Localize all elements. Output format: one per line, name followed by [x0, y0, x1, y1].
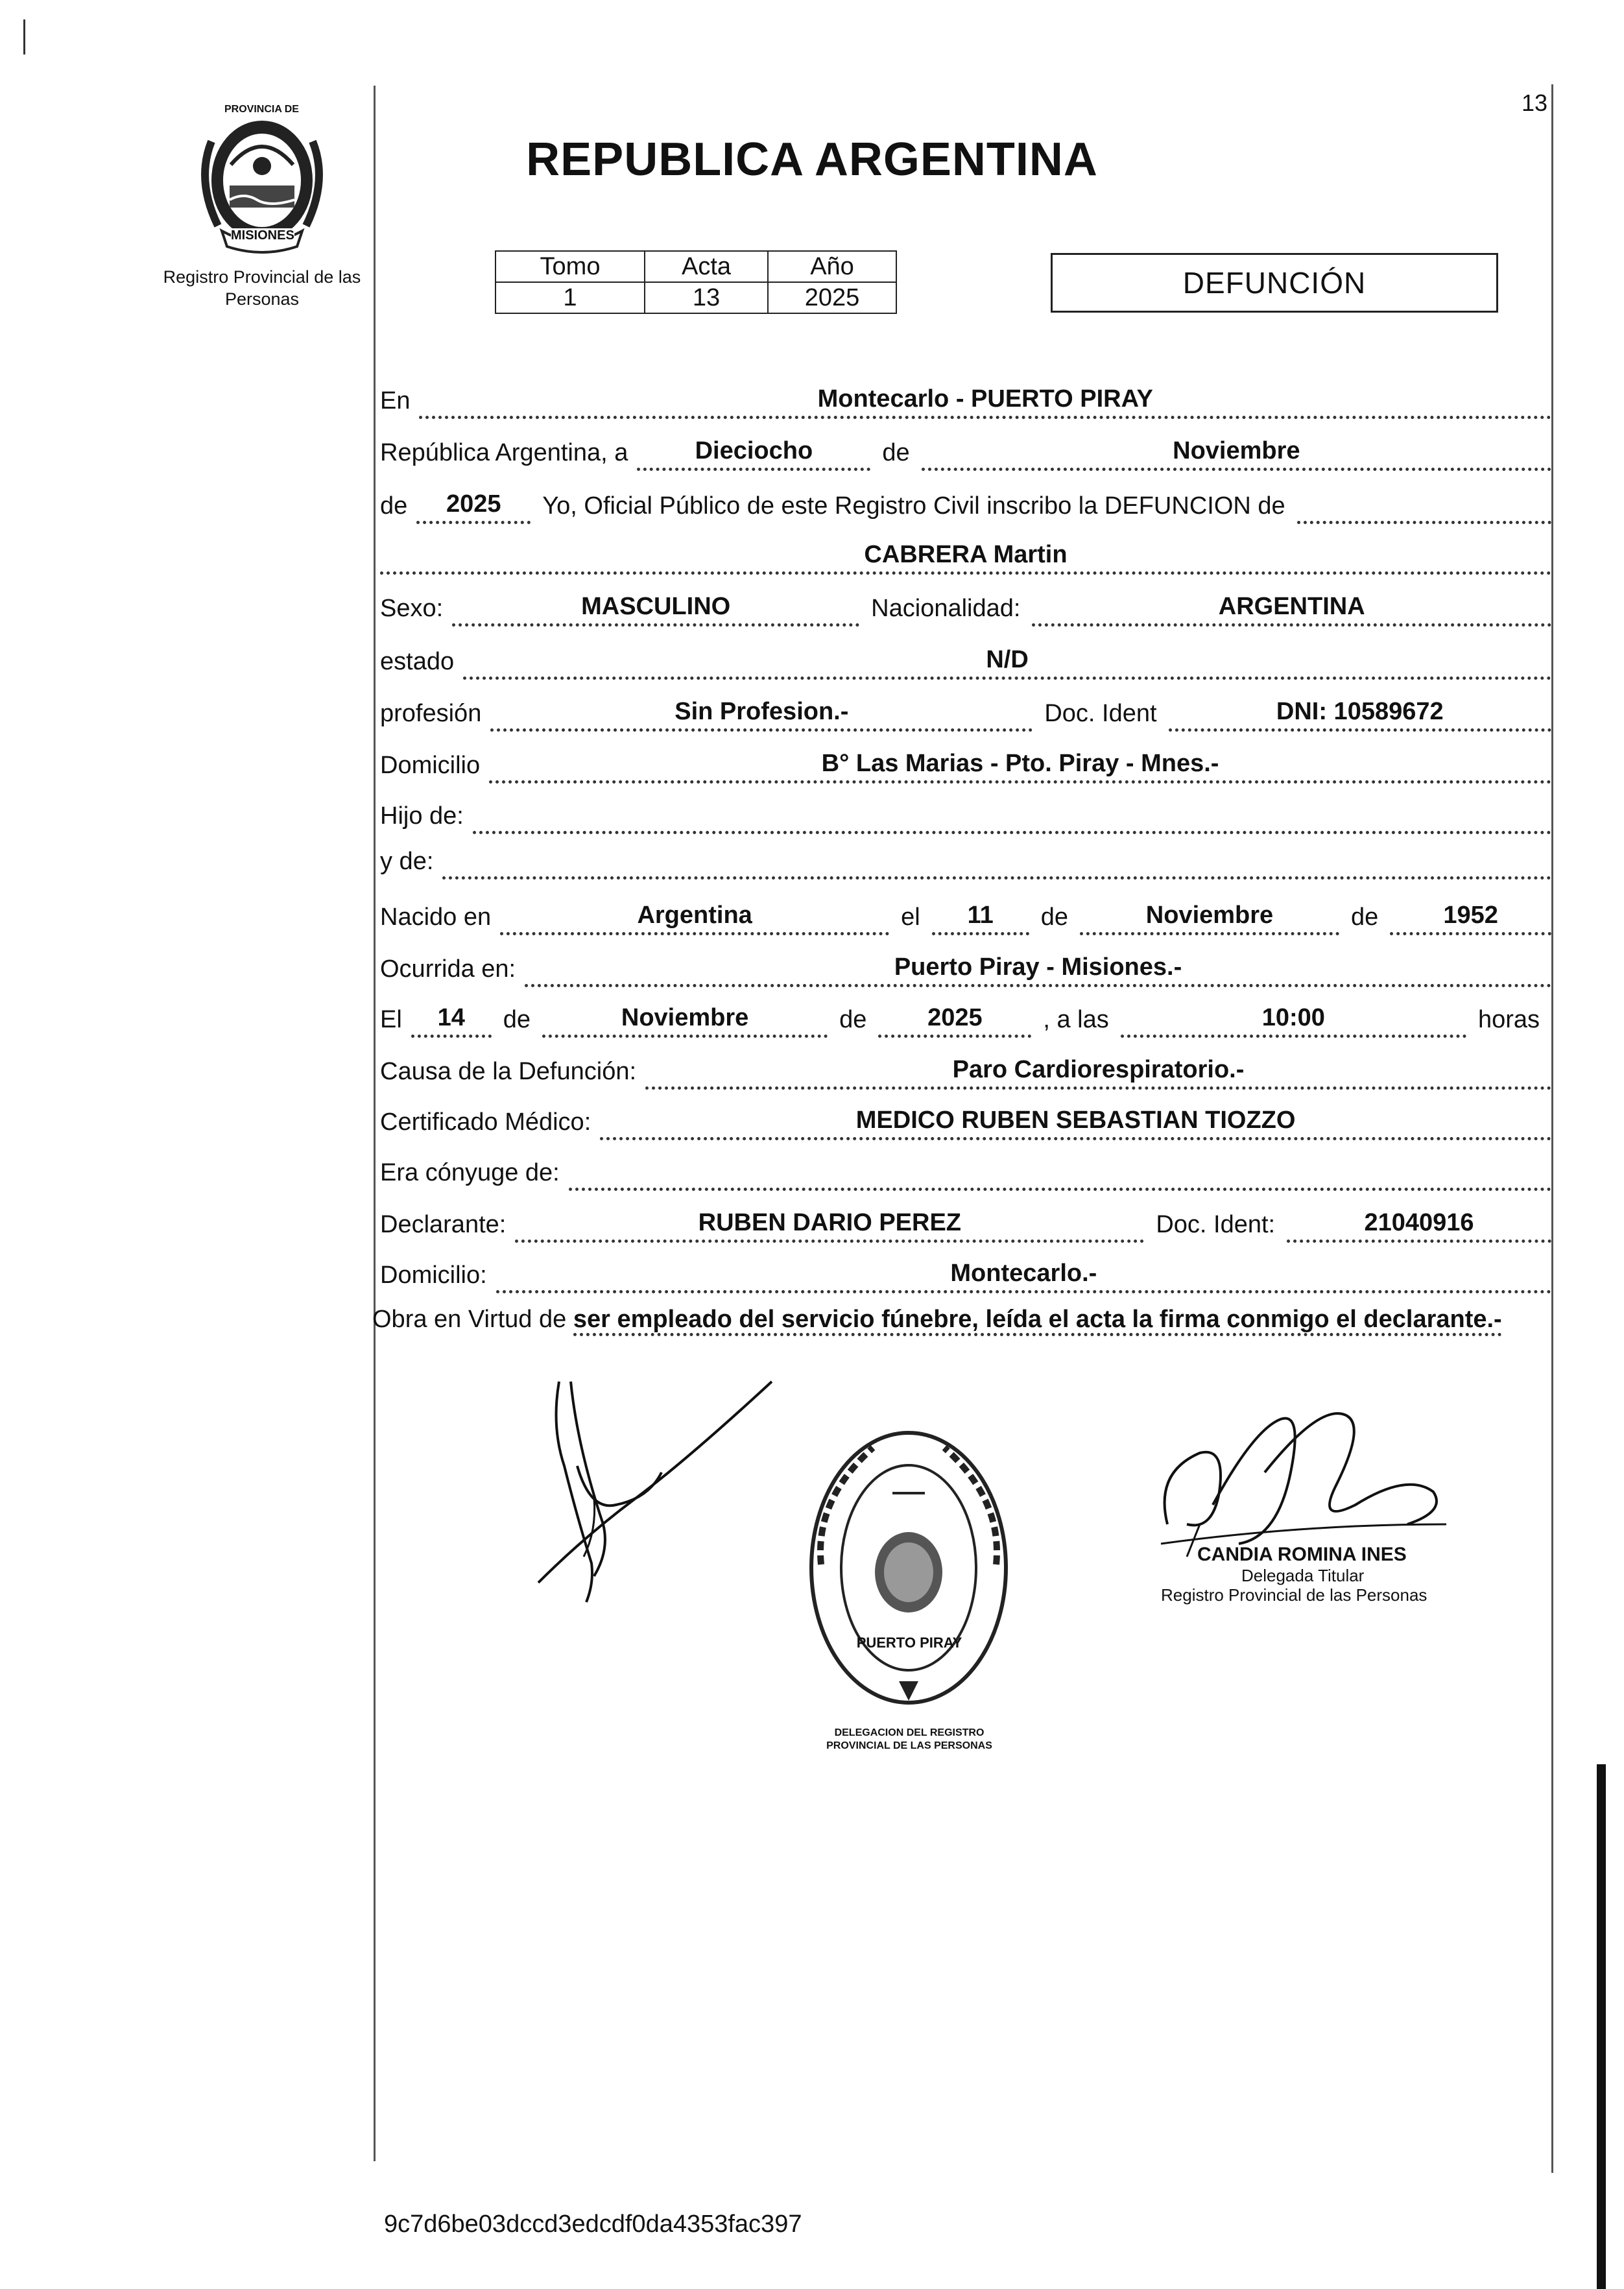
spouse-value	[569, 1152, 1551, 1191]
stamp-ring-text: DELEGACION DEL REGISTRO PROVINCIAL DE LAS PERSONAS	[826, 1727, 992, 1751]
tomo-value: 1	[496, 282, 645, 313]
label-nacionalidad: Nacionalidad:	[871, 595, 1021, 622]
oficial-trailing-field	[1297, 485, 1551, 524]
reason-value: ser empleado del servicio fúnebre, leída el acta la firma conmigo el declarante.-	[573, 1306, 1502, 1336]
label-El: El	[380, 1006, 402, 1033]
label-y-de: y de:	[380, 848, 434, 875]
delegation-stamp-icon	[802, 1422, 1016, 1727]
row-civil-status	[380, 638, 1551, 680]
footer-hash: 9c7d6be03dccd3edcdf0da4353fac397	[384, 2211, 802, 2238]
day-value: Dieciocho	[637, 432, 870, 471]
label-republica: República Argentina, a	[380, 439, 628, 466]
registry-value-row	[496, 282, 896, 313]
birth-month-value: Noviembre	[1080, 896, 1339, 935]
address-value: B° Las Marias - Pto. Piray - Mnes.-	[489, 745, 1551, 784]
document-type-box: DEFUNCIÓN	[1051, 253, 1498, 313]
label-el: el	[901, 904, 920, 931]
label-death-de1: de	[503, 1006, 531, 1033]
row-spouse	[380, 1149, 1551, 1191]
col-anio: Año	[768, 251, 896, 282]
row-declarant	[380, 1201, 1551, 1243]
death-time-value: 10:00	[1121, 999, 1466, 1038]
civil-status-value: N/D	[463, 641, 1551, 680]
registry-header-row	[496, 251, 896, 282]
stamp-center-text: PUERTO PIRAY	[856, 1635, 962, 1651]
label-hijo-de: Hijo de:	[380, 802, 464, 830]
birth-day-value: 11	[932, 896, 1029, 935]
row-year	[380, 483, 1551, 524]
row-place	[380, 378, 1551, 419]
row-father	[380, 793, 1551, 834]
label-conyuge: Era cónyuge de:	[380, 1159, 560, 1186]
col-tomo: Tomo	[496, 251, 645, 282]
official-role: Delegada Titular	[1241, 1566, 1365, 1585]
label-sexo: Sexo:	[380, 595, 444, 622]
label-profesion: profesión	[380, 700, 482, 727]
declarant-address-value: Montecarlo.-	[496, 1254, 1551, 1293]
left-margin-rule	[374, 86, 376, 2161]
declarant-signature-icon	[532, 1369, 791, 1615]
label-obra: Obra en Virtud de	[372, 1306, 567, 1333]
label-estado: estado	[380, 648, 455, 675]
birth-place-value: Argentina	[500, 896, 889, 935]
label-nacido-en: Nacido en	[380, 904, 492, 931]
row-address	[380, 742, 1551, 784]
mother-value	[442, 841, 1551, 880]
label-ocurrida-en: Ocurrida en:	[380, 955, 516, 983]
year-value: 2025	[416, 485, 531, 524]
cause-value: Paro Cardiorespiratorio.-	[645, 1051, 1551, 1090]
place-value: Montecarlo - PUERTO PIRAY	[419, 380, 1551, 419]
row-profession	[380, 690, 1551, 732]
anio-value: 2025	[768, 282, 896, 313]
birth-year-value: 1952	[1390, 896, 1551, 935]
crest-caption-bottom: MISIONES	[231, 228, 294, 243]
row-sex-nationality	[380, 585, 1551, 627]
col-acta: Acta	[645, 251, 768, 282]
label-domicilio: Domicilio	[380, 752, 481, 779]
death-month-value: Noviembre	[542, 999, 828, 1038]
official-signature-icon	[1148, 1395, 1459, 1563]
nationality-value: ARGENTINA	[1032, 588, 1551, 627]
father-value	[473, 795, 1551, 834]
row-date	[380, 429, 1551, 471]
label-oficial: Yo, Oficial Público de este Registro Civil inscribo la DEFUNCION de	[542, 492, 1285, 520]
scan-edge-bar	[1597, 1764, 1606, 2289]
official-name: CANDIA ROMINA INES	[1197, 1544, 1407, 1565]
scan-mark	[23, 19, 25, 54]
crest-caption-top: PROVINCIA DE	[224, 104, 299, 115]
label-domicilio2: Domicilio:	[380, 1262, 487, 1289]
official-office: Registro Provincial de las Personas	[1161, 1585, 1427, 1605]
label-birth-de1: de	[1040, 904, 1068, 931]
label-de-year: de	[380, 492, 408, 520]
acta-value: 13	[645, 282, 768, 313]
certificate-value: MEDICO RUBEN SEBASTIAN TIOZZO	[600, 1101, 1551, 1140]
label-en: En	[380, 387, 411, 414]
sex-value: MASCULINO	[452, 588, 859, 627]
row-death-date	[380, 996, 1551, 1038]
row-mother	[380, 838, 1551, 880]
row-name	[380, 533, 1551, 575]
declarant-value: RUBEN DARIO PEREZ	[515, 1204, 1144, 1243]
deceased-name-value: CABRERA Martin	[380, 536, 1551, 575]
label-causa: Causa de la Defunción:	[380, 1058, 637, 1085]
label-declarante: Declarante:	[380, 1211, 507, 1238]
row-death-place	[380, 946, 1551, 987]
right-margin-rule	[1551, 84, 1553, 2173]
page-title: REPUBLICA ARGENTINA	[526, 134, 1098, 186]
label-a-las: , a las	[1043, 1006, 1109, 1033]
label-certificado: Certificado Médico:	[380, 1109, 591, 1136]
profession-value: Sin Profesion.-	[490, 693, 1033, 732]
label-birth-de2: de	[1350, 904, 1379, 931]
declarant-doc-value: 21040916	[1287, 1204, 1551, 1243]
death-day-value: 14	[411, 999, 492, 1038]
label-doc-ident2: Doc. Ident:	[1156, 1211, 1276, 1238]
month-value: Noviembre	[922, 432, 1551, 471]
issuer-label: Registro Provincial de las Personas	[163, 267, 361, 309]
registry-table	[495, 250, 897, 314]
label-horas: horas	[1477, 1006, 1540, 1033]
label-de: de	[882, 439, 910, 466]
death-year-value: 2025	[878, 999, 1031, 1038]
row-declarant-address	[380, 1252, 1551, 1293]
row-cause	[380, 1048, 1551, 1090]
row-certificate	[380, 1099, 1551, 1140]
death-place-value: Puerto Piray - Misiones.-	[525, 948, 1551, 987]
doc-id-value: DNI: 10589672	[1169, 693, 1551, 732]
row-reason	[372, 1302, 1559, 1336]
page-number: 13	[1521, 90, 1547, 116]
label-doc-ident: Doc. Ident	[1044, 700, 1157, 727]
label-death-de2: de	[839, 1006, 867, 1033]
row-birth	[380, 894, 1551, 935]
